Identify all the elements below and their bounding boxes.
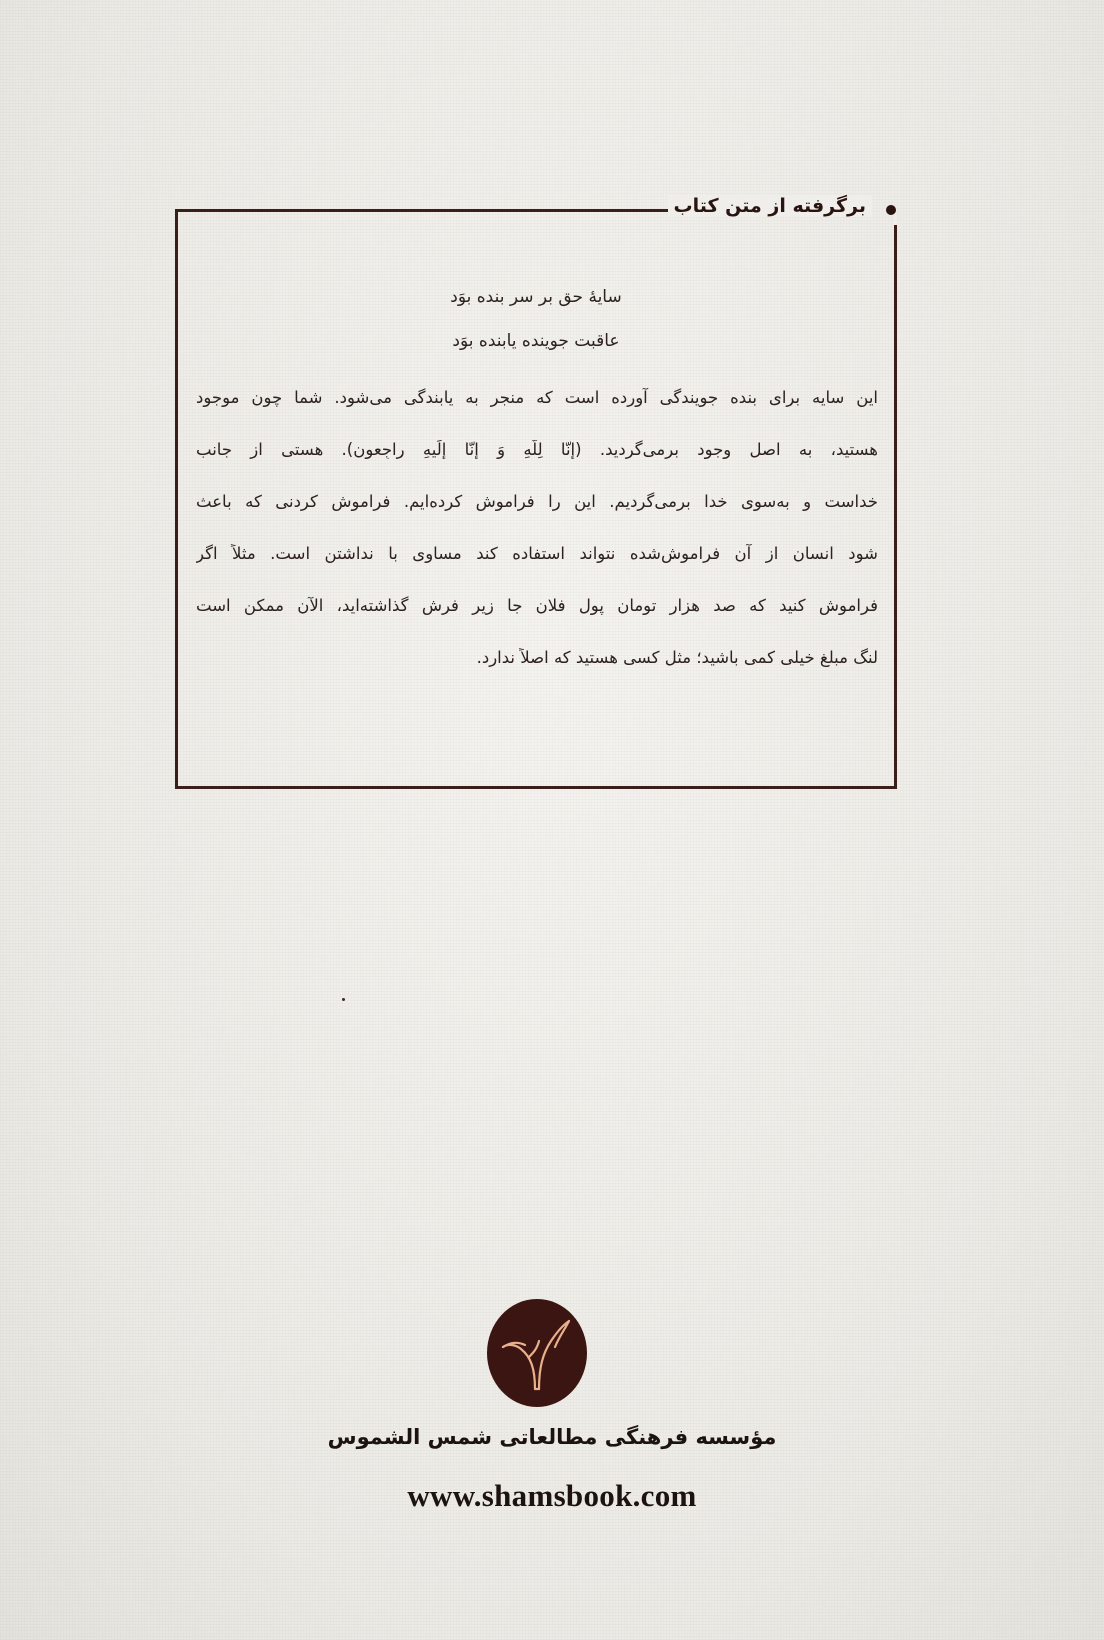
excerpt-paragraph-line: شود انسان از آن فراموش‌شده نتواند استفاده کند مساوی با نداشتن است. مثلاً اگر (196, 544, 878, 563)
poem-line-1: سایۀ حق بر سر بنده بوَد (450, 287, 622, 307)
excerpt-paragraph-line: خداست و به‌سوی خدا برمی‌گردیم. این را فراموش کرده‌ایم. فراموش کردنی که باعث (196, 492, 878, 511)
publisher-website: www.shamsbook.com (407, 1478, 697, 1513)
shams-publisher-logo-icon (485, 1297, 589, 1409)
excerpt-paragraph-line: لنگ مبلغ خیلی کمی باشید؛ مثل کسی هستید که اصلاً ندارد. (476, 648, 878, 667)
excerpt-paragraph-line: هستید، به اصل وجود برمی‌گردید. (إنّا لِلّهِ وَ إنّا إلَیهِ راجِعون). هستی از جانب (196, 440, 878, 459)
bullet-icon (886, 205, 896, 215)
paper-speck (342, 998, 345, 1001)
excerpt-paragraph-line: این سایه برای بنده جویندگی آورده است که منجر به یابندگی می‌شود. شما چون موجود (196, 388, 878, 407)
excerpt-frame-top-rule (175, 209, 710, 212)
excerpt-paragraph-line: فراموش کنید که صد هزار تومان پول فلان جا زیر فرش گذاشته‌اید، الآن ممکن است (196, 596, 878, 615)
excerpt-header-label: برگرفته از متن کتاب (668, 195, 873, 217)
publisher-name: مؤسسه فرهنگی مطالعاتی شمس الشموس (327, 1425, 777, 1449)
poem-line-2: عاقبت جوینده یابنده بوَد (452, 331, 620, 351)
